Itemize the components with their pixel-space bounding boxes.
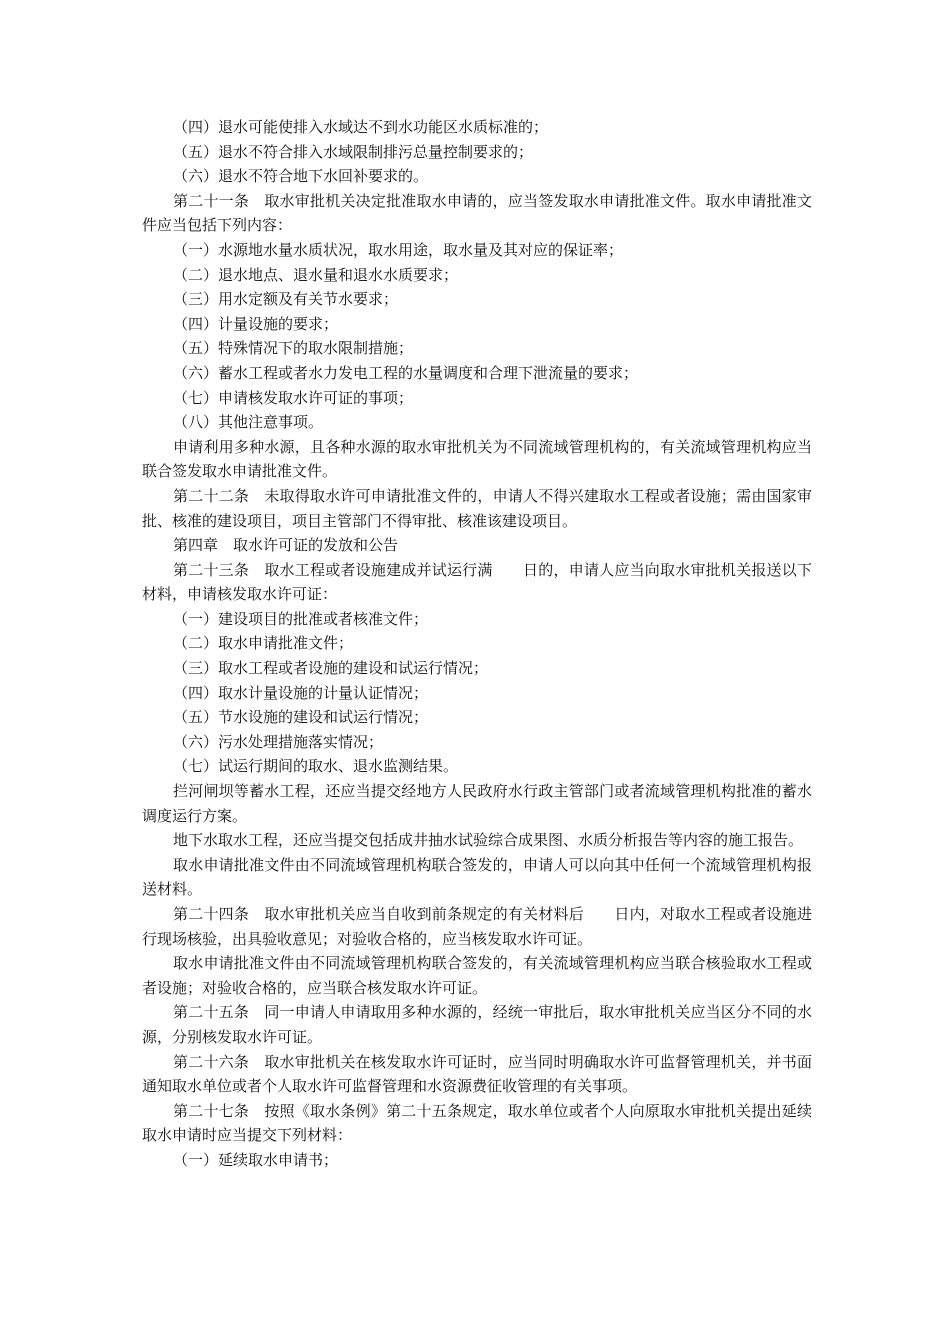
paragraph-item: （四）取水计量设施的计量认证情况； [173, 683, 429, 702]
paragraph-item: （一）水源地水量水质状况，取水用途，取水量及其对应的保证率； [173, 240, 624, 259]
article-22: 第二十二条 未取得取水许可申请批准文件的，申请人不得兴建取水工程或者设施；需由国家审批、核准的建设项目，项目主管部门不得审批、核准该建设项目。 [142, 486, 812, 530]
article-25: 第二十五条 同一申请人申请取用多种水源的，经统一审批后，取水审批机关应当区分不同的水源，分别核发取水许可证。 [142, 1003, 812, 1046]
paragraph-item: （三）取水工程或者设施的建设和试运行情况； [173, 659, 489, 678]
paragraph-item: （八）其他注意事项。 [173, 413, 324, 432]
paragraph-item: （五）特殊情况下的取水限制措施； [173, 339, 414, 358]
document-body [142, 115, 812, 1173]
paragraph-item: （五）节水设施的建设和试运行情况； [173, 708, 429, 727]
paragraph-item: （六）蓄水工程或者水力发电工程的水量调度和合理下泄流量的要求； [173, 363, 639, 382]
paragraph-item: （三）用水定额及有关节水要求； [173, 290, 399, 309]
paragraph-item: 地下水取水工程，还应当提交包括成井抽水试验综合成果图、水质分析报告等内容的施工报告。 [173, 831, 804, 850]
paragraph-item: （一）建设项目的批准或者核准文件； [173, 609, 429, 628]
article-26: 第二十六条 取水审批机关在核发取水许可证时，应当同时明确取水许可监督管理机关，并书面通知取水单位或者个人取水许可监督管理和水资源费征收管理的有关事项。 [142, 1052, 812, 1096]
paragraph-item: （四）计量设施的要求； [173, 314, 339, 333]
paragraph-item: 拦河闸坝等蓄水工程，还应当提交经地方人民政府水行政主管部门或者流域管理机构批准的蓄水调度运行方案。 [142, 782, 812, 825]
paragraph-item: 申请利用多种水源，且各种水源的取水审批机关为不同流域管理机构的，有关流域管理机构应当联合签发取水申请批准文件。 [142, 437, 812, 481]
paragraph-item: （六）退水不符合地下水回补要求的。 [173, 167, 429, 186]
article-27: 第二十七条 按照《取水条例》第二十五条规定，取水单位或者个人向原取水审批机关提出延续取水申请时应当提交下列材料： [142, 1101, 812, 1145]
paragraph-item: （二）取水申请批准文件； [173, 634, 354, 653]
paragraph-item: 取水申请批准文件由不同流域管理机构联合签发的，申请人可以向其中任何一个流域管理机构报送材料。 [142, 855, 812, 899]
paragraph-item: （七）申请核发取水许可证的事项； [173, 388, 414, 407]
article-23: 第二十三条 取水工程或者设施建成并试运行满 日的，申请人应当向取水审批机关报送以下材料，申请核发取水许可证： [142, 560, 812, 604]
paragraph-item: （七）试运行期间的取水、退水监测结果。 [173, 757, 459, 776]
paragraph-item: （四）退水可能使排入水域达不到水功能区水质标准的； [173, 118, 549, 136]
paragraph-item: （六）污水处理措施落实情况； [173, 732, 384, 751]
article-21: 第二十一条 取水审批机关决定批准取水申请的，应当签发取水申请批准文件。取水申请批准文件应当包括下列内容： [142, 191, 812, 235]
paragraph-item: 取水申请批准文件由不同流域管理机构联合签发的，有关流域管理机构应当联合核验取水工程或者设施；对验收合格的，应当联合核发取水许可证。 [142, 954, 812, 997]
chapter-heading: 第四章 取水许可证的发放和公告 [173, 536, 399, 555]
article-24: 第二十四条 取水审批机关应当自收到前条规定的有关材料后 日内，对取水工程或者设施进行现场核验，出具验收意见；对验收合格的，应当核发取水许可证。 [142, 905, 812, 948]
paragraph-item: （一）延续取水申请书； [173, 1150, 339, 1169]
paragraph-item: （五）退水不符合排入水域限制排污总量控制要求的； [173, 142, 534, 161]
paragraph-item: （二）退水地点、退水量和退水水质要求； [173, 265, 459, 284]
